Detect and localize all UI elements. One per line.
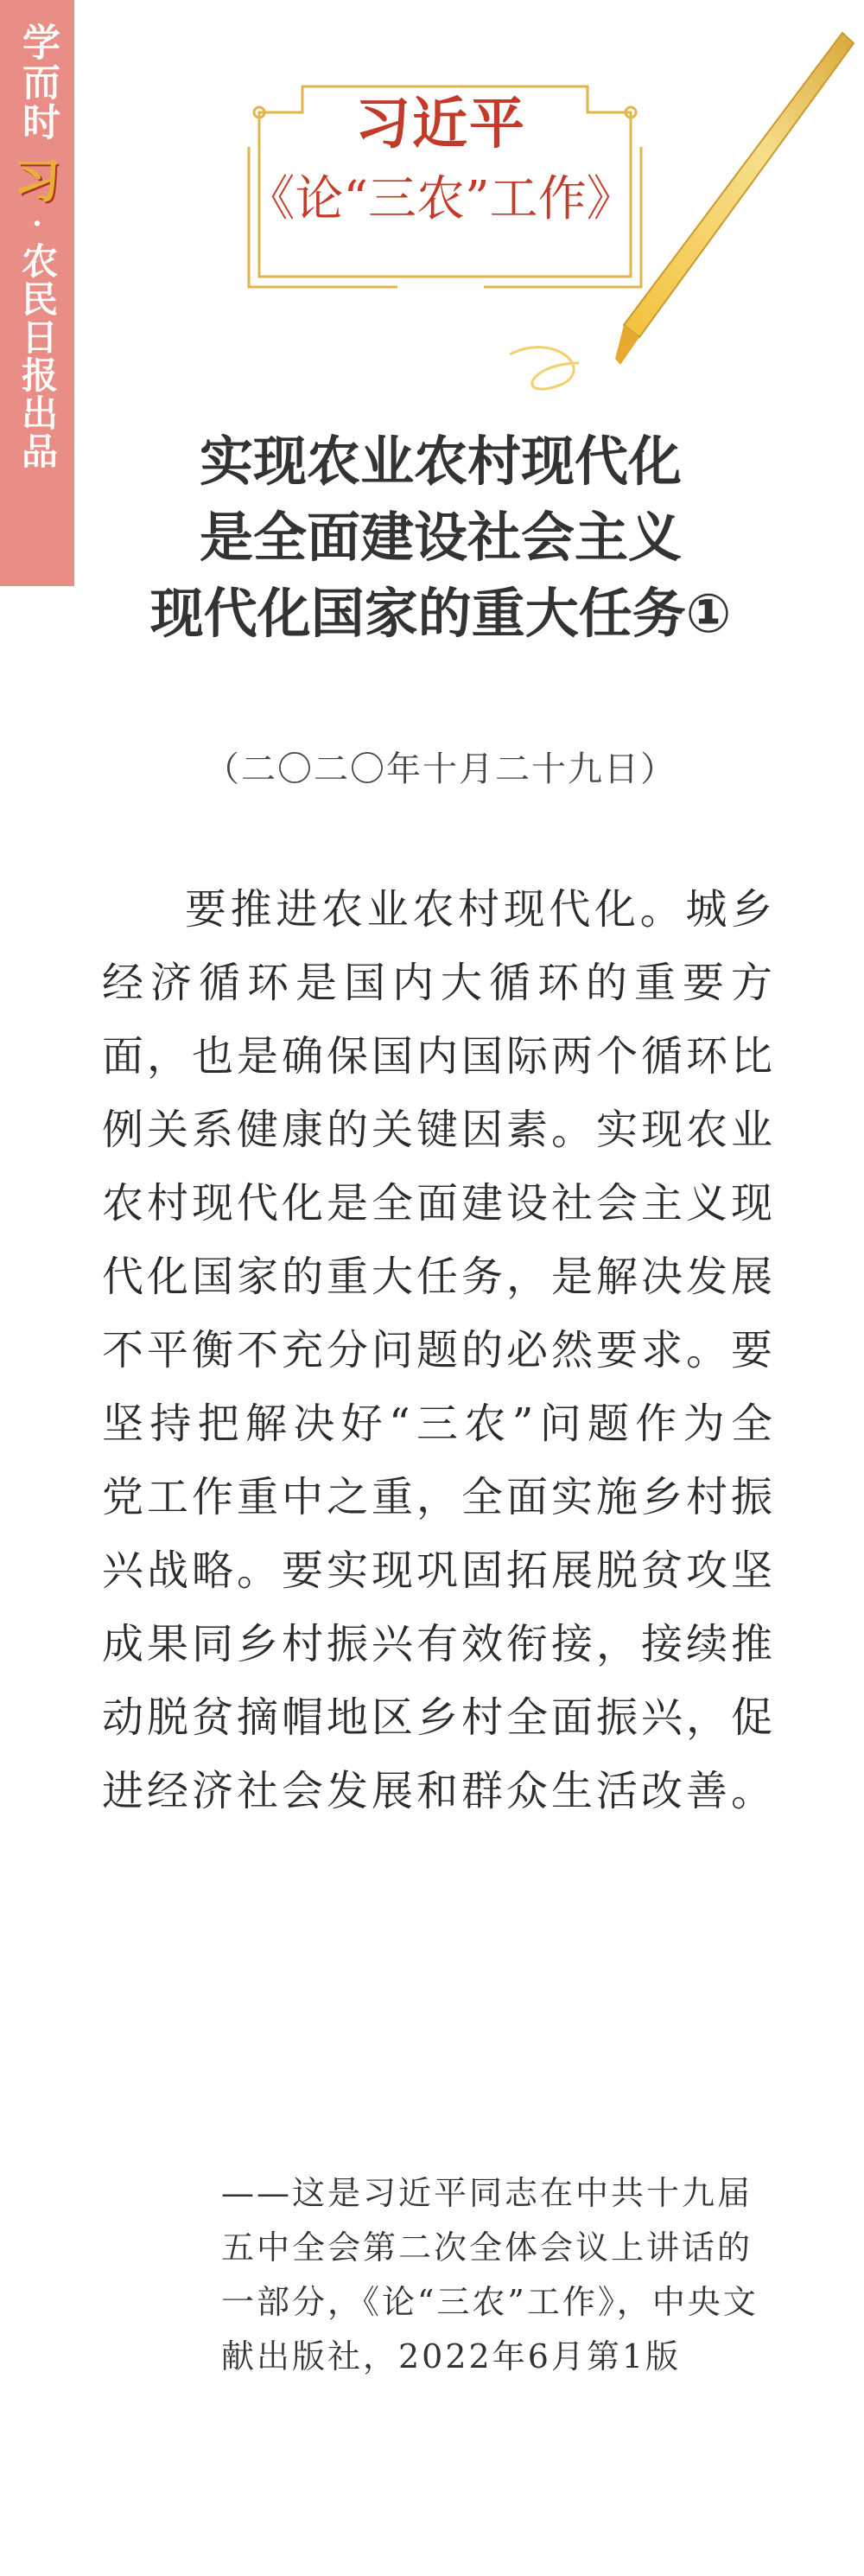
heading-line-2: 是全面建设社会主义 <box>199 506 682 569</box>
article-body: 要推进农业农村现代化。城乡经济循环是国内大循环的重要方面，也是确保国内国际两个循环比例关系健康的关键因素。实现农业农村现代化是全面建设社会主义现代化国家的重大任务，是解决发展不平衡不充分问题的必然要求。要坚持把解决好“三农”问题作为全党工作重中之重，全面实施乡村振兴战略。要实现巩固拓展脱贫攻坚成果同乡村振兴有效衔接，接续推动脱贫摘帽地区乡村全面振兴，促进经济社会发展和群众生活改善。 <box>102 885 777 1815</box>
banner-top-text: 学而时 <box>16 22 60 142</box>
heading-line-3: 现代化国家的重大任务① <box>149 582 732 645</box>
banner-dot: · <box>32 207 42 241</box>
book-author: 习近平 <box>355 92 526 156</box>
banner-publisher-text: 农民日报出品 <box>16 242 59 470</box>
heading-line-1: 实现农业农村现代化 <box>199 430 682 493</box>
banner-xi-logo: 习 <box>14 152 60 208</box>
article-date: （二〇二〇年十月二十九日） <box>205 749 677 789</box>
article-heading <box>86 424 795 652</box>
source-note: ——这是习近平同志在中共十九届五中全会第二次全体会议上讲话的一部分，《论“三农”工作》，中央文献出版社，2022年6月第1版 <box>221 2174 759 2375</box>
side-banner <box>0 0 74 586</box>
book-title: 《论“三农”工作》 <box>246 171 635 227</box>
